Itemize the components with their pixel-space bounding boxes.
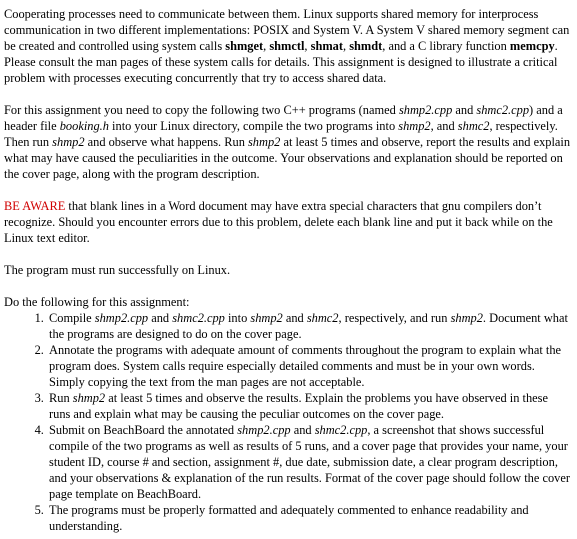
text-run: , a screenshot that shows successful compile of the two programs as well as results of 5 runs, and a cover page that provides your name, your student ID, course # and section, assignment #, due date, submission date, a clear program description, and your observations & explanation of the run results. Format of the cover page should follow the cover page template on BeachBoard. [49,423,570,501]
text-run: and [282,311,307,325]
filename: shmp2 [450,311,483,325]
task-list [4,310,571,534]
text-run: Compile [49,311,95,325]
text-run: into [224,311,251,325]
text-run: . Document what the programs are designed to do on the cover page. [49,311,568,341]
filename: shmc2.cpp [314,423,368,437]
filename: booking.h [59,119,109,133]
filename: shmc2.cpp [476,103,530,117]
text-run: and [452,103,477,117]
text-run: and [290,423,315,437]
list-item [47,310,571,342]
text-run: that blank lines in a Word document may have extra special characters that gnu compilers don’t recognize. Should you encounter errors due to this problem, delete each blank line and put it back while on the Linux text editor. [4,199,553,245]
filename: shmc2 [306,311,339,325]
warning-paragraph [4,198,571,246]
assignment-paragraph [4,102,571,182]
syscall-shmget: shmget [225,39,264,53]
intro-paragraph [4,6,571,86]
text-run: , respectively, and run [338,311,451,325]
filename: shmp2 [250,311,283,325]
filename: shmp2 [72,391,106,405]
text-run: , and [430,119,458,133]
text-run: , [263,39,270,53]
requirement-paragraph: The program must run successfully on Linux. [4,263,231,277]
list-item [47,422,571,502]
warning-label: BE AWARE [4,199,66,213]
text-run: and [148,311,173,325]
text-run: . Please consult the man pages of these system calls for details. This assignment is designed to illustrate a critical problem with processes executing concurrently that try to access shared data. [4,39,558,85]
filename: shmp2 [52,135,85,149]
syscall-shmat: shmat [310,39,343,53]
function-memcpy: memcpy [509,39,555,53]
text-run: at least 5 times and observe, report the results and explain what may have caused the peculiarities in the outcome. Your observations and explanation should be reported on the cover page, along with the program description. [4,135,571,181]
text-run: at least 5 times and observe the results. Explain the problems you have observed in these runs and explain what may be causing the peculiar outcomes on the cover page. [49,391,548,421]
text-run: Run [49,391,73,405]
text-run: , respectively. Then run [4,119,558,149]
text-run: and observe what happens. Run [84,135,248,149]
text-run: ) and a header file [4,103,563,133]
text-run: , [304,39,311,53]
list-item: 2. Annotate the programs with adequate amount of comments throughout the program to explain what the program does. System calls require especially detailed comments and must be in your own words. Simply copying the text from the man pages are not acceptable. [47,342,571,390]
text-run: , [342,39,350,53]
text-run: For this assignment you need to copy the following two C++ programs (named [4,103,399,117]
text-run: into your Linux directory, compile the two programs into [108,119,399,133]
filename: shmp2 [247,135,281,149]
text-run: Submit on BeachBoard the annotated [49,423,238,437]
text-run: , and a C library function [382,39,510,53]
task-intro: Do the following for this assignment: [4,295,190,309]
filename: shmp2 [398,119,431,133]
text-run: Cooperating processes need to communicate between them. Linux supports shared memory for interprocess communication in two different implementations: POSIX and System V. A System V shared memory segment can be created and controlled using system calls [4,7,570,53]
syscall-shmctl: shmctl [269,39,305,53]
filename: shmp2.cpp [237,423,291,437]
filename: shmp2.cpp [398,103,453,117]
filename: shmp2.cpp [94,311,149,325]
list-item: 5. The programs must be properly formatted and adequately commented to enhance readability and understanding. [47,502,571,534]
filename: shmc2 [457,119,490,133]
syscall-shmdt: shmdt [349,39,383,53]
list-item [47,390,571,422]
filename: shmc2.cpp [172,311,225,325]
